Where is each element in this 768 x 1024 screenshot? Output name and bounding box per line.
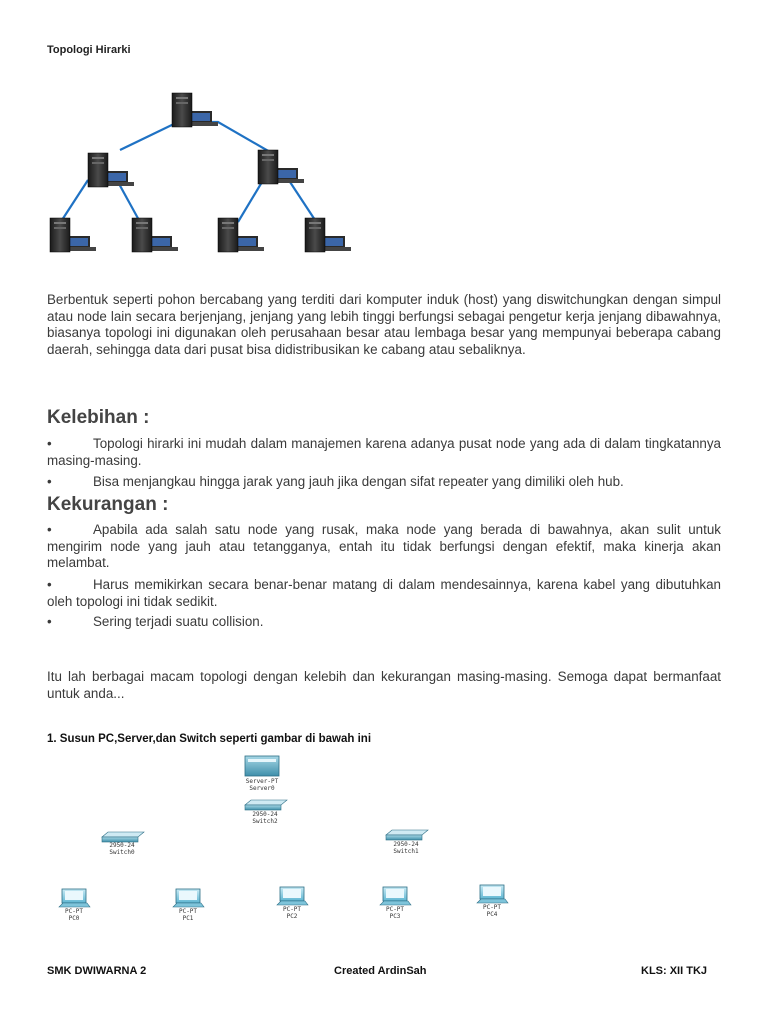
device-label: PC-PT xyxy=(64,908,84,915)
device-label: PC3 xyxy=(389,913,401,920)
device-label: Server0 xyxy=(249,785,275,792)
device-label: PC0 xyxy=(68,915,80,922)
disadvantage-text-3: Sering terjadi suatu collision. xyxy=(93,614,264,629)
disadvantage-item-2 xyxy=(47,577,721,610)
bullet-icon: • xyxy=(47,474,52,489)
device-label: 2950-24 xyxy=(109,842,135,849)
exercise-instruction: 1. Susun PC,Server,dan Switch seperti gambar di bawah ini xyxy=(47,733,372,745)
bullet-icon: • xyxy=(47,577,52,592)
device-label: PC1 xyxy=(182,915,194,922)
device-label: 2950-24 xyxy=(393,841,419,848)
device-label: 2950-24 xyxy=(252,811,278,818)
device-label: Switch1 xyxy=(393,848,419,855)
disadvantage-text-1: Apabila ada salah satu node yang rusak, maka node yang berada di bawahnya, akan sulit untuk mengirim node yang jauh atau tetangganya, entah itu tidak berfungsi dengan efektif, maka kinerja akan melambat. xyxy=(47,522,721,571)
advantage-item-1 xyxy=(47,436,721,469)
bullet-icon: • xyxy=(47,614,52,629)
device-label: PC4 xyxy=(486,911,498,918)
device-label: PC2 xyxy=(286,913,298,920)
desktop-computer-icon xyxy=(50,218,96,252)
desktop-computer-icon xyxy=(88,153,134,187)
footer-school: SMK DWIWARNA 2 xyxy=(47,965,147,977)
desktop-computer-icon xyxy=(218,218,264,252)
device-label: Server-PT xyxy=(245,778,279,785)
footer-class: KLS: XII TKJ xyxy=(641,965,708,977)
device-label: Switch0 xyxy=(109,849,135,856)
desktop-computer-icon xyxy=(172,93,218,127)
disadvantage-text-2: Harus memikirkan secara benar-benar matang di dalam mendesainnya, karena kabel yang dibutuhkan oleh topologi ini tidak sedikit. xyxy=(47,577,721,609)
advantage-text-1: Topologi hirarki ini mudah dalam manajemen karena adanya pusat node yang ada di dalam tingkatannya masing-masing. xyxy=(47,436,721,468)
advantages-heading: Kelebihan : xyxy=(47,407,150,428)
device-label: PC-PT xyxy=(282,906,302,913)
footer-author: Created ArdinSah xyxy=(334,965,427,977)
page-title: Topologi Hirarki xyxy=(47,44,131,56)
advantage-item-2 xyxy=(47,474,721,491)
advantage-text-2: Bisa menjangkau hingga jarak yang jauh jika dengan sifat repeater yang dimiliki oleh hub. xyxy=(93,474,624,489)
device-label: Switch2 xyxy=(252,818,278,825)
device-label: PC-PT xyxy=(385,906,405,913)
disadvantage-item-3 xyxy=(47,614,721,631)
bullet-icon: • xyxy=(47,436,52,451)
desktop-computer-icon xyxy=(132,218,178,252)
description-paragraph: Berbentuk seperti pohon bercabang yang terditi dari komputer induk (host) yang diswitchungkan dengan simpul atau node lain secara berjenjang, jenjang yang lebih tinggi berfungsi sebagai pengetur kerja jenjang dibawahnya, biasanya topologi ini digunakan oleh perusahaan besar atau lembaga besar yang mempunyai beberapa cabang daerah, sehingga data dari pusat bisa didistribusikan ke cabang atau sebaliknya. xyxy=(47,292,721,357)
desktop-computer-icon xyxy=(305,218,351,252)
desktop-computer-icon xyxy=(258,150,304,184)
device-label: PC-PT xyxy=(482,904,502,911)
bullet-icon: • xyxy=(47,522,52,537)
device-label: PC-PT xyxy=(178,908,198,915)
computer-nodes xyxy=(50,93,351,252)
closing-paragraph: Itu lah berbagai macam topologi dengan kelebih dan kekurangan masing-masing. Semoga dapat bermanfaat untuk anda... xyxy=(47,669,721,701)
disadvantage-item-1 xyxy=(47,522,721,572)
disadvantages-heading: Kekurangan : xyxy=(47,494,169,515)
